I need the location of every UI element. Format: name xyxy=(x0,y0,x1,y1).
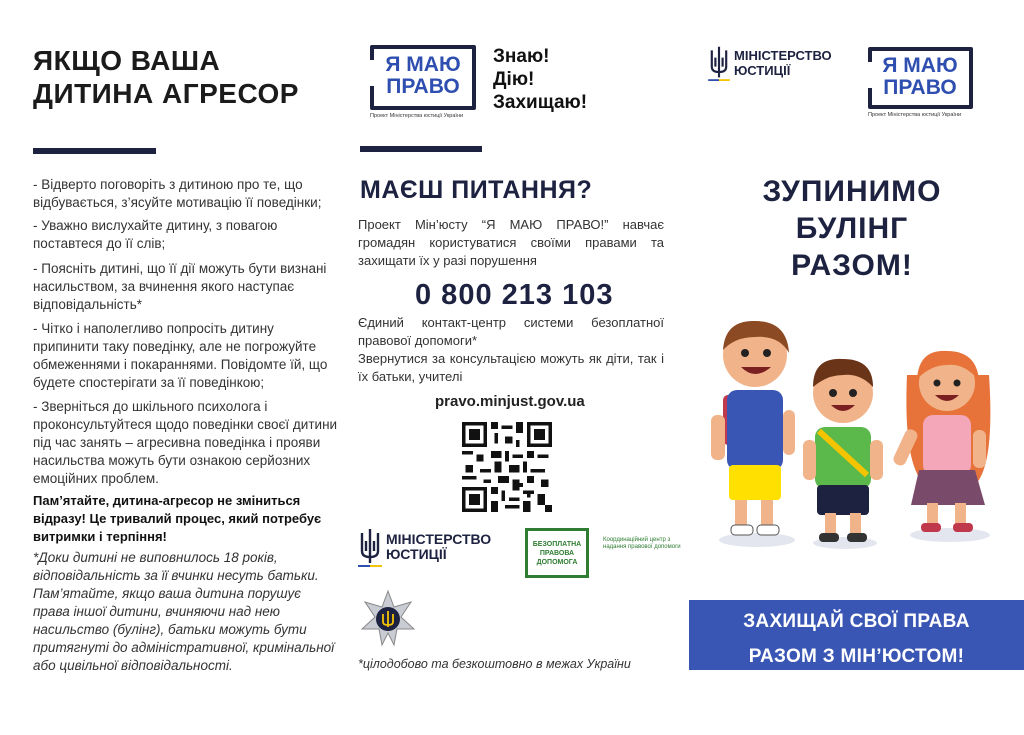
police-badge-icon xyxy=(359,589,417,647)
trident-icon xyxy=(358,527,382,567)
website-link[interactable]: pravo.minjust.gov.ua xyxy=(435,393,585,410)
banner-line2: РАЗОМ З МІН’ЮСТОМ! xyxy=(748,646,965,667)
logo-line2: ПРАВО xyxy=(883,76,957,99)
left-panel xyxy=(0,0,345,735)
logo-subtitle: Проект Міністерства юстиції України xyxy=(370,113,464,119)
ministry-line1: МІНІСТЕРСТВО xyxy=(386,531,492,547)
left-title-line2: ДИТИНА АГРЕСОР xyxy=(33,78,299,109)
logo-subtitle: Проект Міністерства юстиції України xyxy=(868,112,962,118)
middle-title: МАЄШ ПИТАННЯ? xyxy=(360,176,593,204)
consult-text: Звернутися за консультацією можуть як діти, так і їх батьки, учителі xyxy=(358,351,664,384)
contact-center-text: Єдиний контакт-центр системи безоплатної правової допомоги* xyxy=(358,315,664,348)
stop-bullying-heading xyxy=(680,173,1024,284)
ministry-logo-top xyxy=(708,45,832,81)
slogan xyxy=(493,45,587,114)
logo-line1: Я МАЮ xyxy=(882,54,958,77)
stop-line2: БУЛІНГ xyxy=(795,212,909,245)
left-title xyxy=(33,44,299,110)
italic-note: *Доки дитині не виповнилось 18 років, відповідальність за її вчинки несуть батьки. Пам’ятайте, якщо ваша дитина порушує права іншої дитини, вчиняючи над нею насильство (булінг), батьки можуть бути притягнуті до адміністративної, кримінальної або цивільної відповідальності. xyxy=(33,550,335,673)
ministry-line2: ЮСТИЦІЇ xyxy=(734,63,791,78)
legal-aid-subtitle: Координаційний центр з надання правової допомоги xyxy=(603,537,681,550)
stop-line3: РАЗОМ! xyxy=(791,249,913,282)
middle-divider xyxy=(360,146,482,152)
tip-4: - Чітко і наполегливо попросіть дитину припинити таку поведінку, але не погрожуйте обмеженнями і покараннями. Повідомте їй, що будете спостерігати за її поведінкою; xyxy=(33,321,328,390)
trident-icon xyxy=(708,45,730,81)
tip-1: - Відверто поговоріть з дитиною про те, що відбувається, з’ясуйте мотивацію її поведінки; xyxy=(33,177,322,210)
left-title-line1: ЯКЩО ВАША xyxy=(33,45,221,76)
children-illustration xyxy=(695,315,1015,555)
banner-line1: ЗАХИЩАЙ СВОЇ ПРАВА xyxy=(743,611,970,632)
legal-aid-logo xyxy=(525,528,589,578)
cta-banner xyxy=(689,600,1024,670)
slogan-line2: Дію! xyxy=(493,69,535,90)
right-panel xyxy=(680,0,1024,735)
bold-note: Пам’ятайте, дитина-агресор не зміниться відразу! Це тривалий процес, який потребує витримки і терпіння! xyxy=(33,493,322,544)
tip-3: - Поясніть дитині, що її дії можуть бути визнані насильством, за вчинення якого наступає відповідальність* xyxy=(33,261,327,312)
girl xyxy=(892,351,991,532)
boy-1 xyxy=(711,321,795,535)
tip-5: - Зверніться до шкільного психолога і проконсультуйтеся щодо поведінки своєї дитини під час занять – агресивна поведінка і прояви насильства можуть бути ознакою серйозних емоційних проблем. xyxy=(33,399,338,486)
qr-code xyxy=(462,422,552,512)
boy-2 xyxy=(803,359,883,542)
tip-2: - Уважно вислухайте дитину, з повагою поставтеся до її слів; xyxy=(33,218,278,251)
footnote: *цілодобово та безкоштовно в межах України xyxy=(358,657,631,671)
intro-text: Проект Мін’юсту “Я МАЮ ПРАВО!” навчає громадян користуватися своїми правами та захищати їх у разі порушення xyxy=(358,217,664,268)
stop-line1: ЗУПИНИМО xyxy=(762,175,942,208)
slogan-line1: Знаю! xyxy=(493,46,550,67)
left-divider xyxy=(33,148,156,154)
logo-line2: ПРАВО xyxy=(386,75,460,98)
slogan-line3: Захищаю! xyxy=(493,92,588,113)
ministry-logo xyxy=(358,527,491,567)
middle-panel xyxy=(345,0,680,735)
ministry-line1: МІНІСТЕРСТВО xyxy=(734,48,832,63)
legal-aid-text: БЕЗОПЛАТНА ПРАВОВА ДОПОМОГА xyxy=(532,541,582,566)
ministry-line2: ЮСТИЦІЇ xyxy=(386,546,447,562)
logo-line1: Я МАЮ xyxy=(385,53,461,76)
hotline-number: 0 800 213 103 xyxy=(415,279,614,311)
